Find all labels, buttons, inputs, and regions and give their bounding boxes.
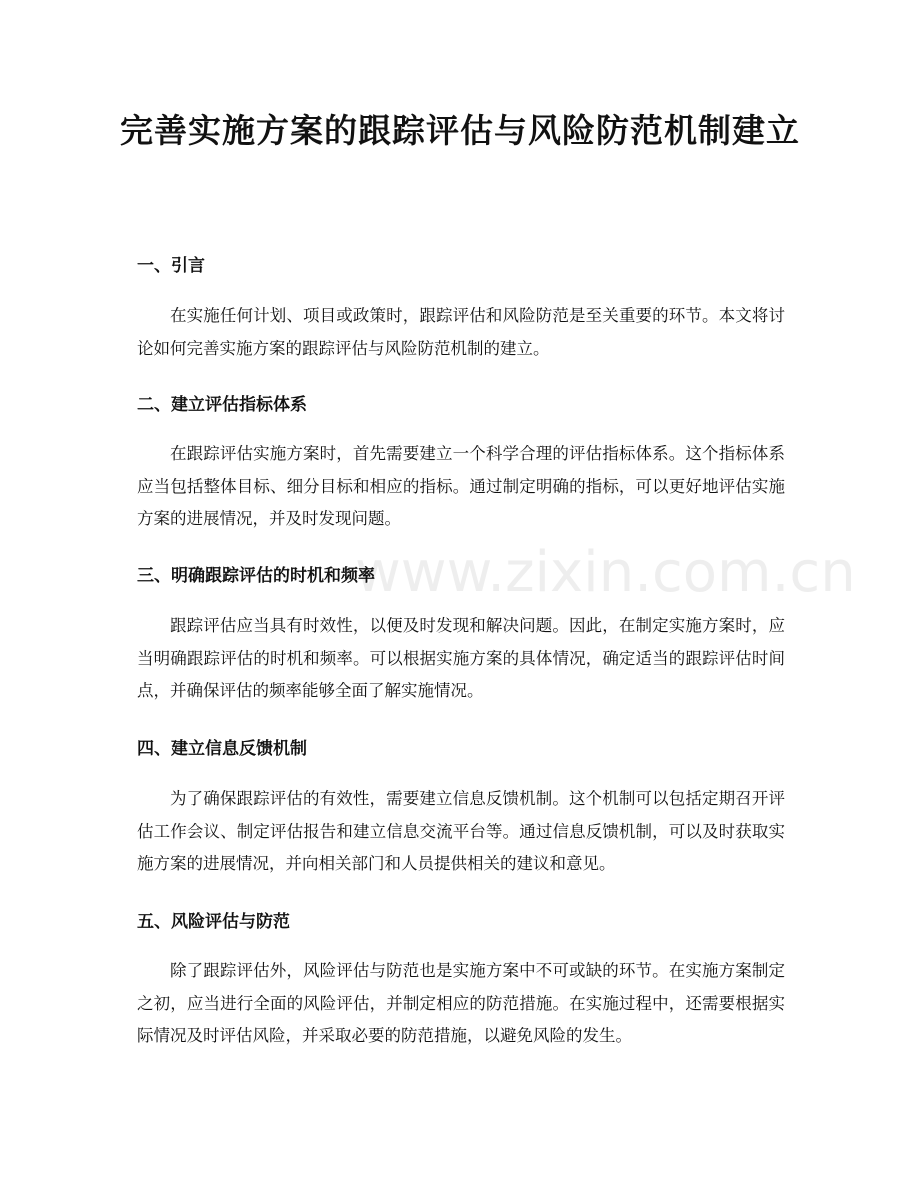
section-heading-feedback: 四、建立信息反馈机制 — [137, 739, 307, 759]
section-heading-intro: 一、引言 — [137, 256, 205, 276]
section-heading-indicator-system: 二、建立评估指标体系 — [137, 395, 307, 415]
section-paragraph-timing-frequency: 跟踪评估应当具有时效性，以便及时发现和解决问题。因此，在制定实施方案时，应当明确跟踪评估的时机和频率。可以根据实施方案的具体情况，确定适当的跟踪评估时间点，并确保评估的频率能够全面了解实施情况。 — [137, 616, 785, 700]
section-paragraph-feedback: 为了确保跟踪评估的有效性，需要建立信息反馈机制。这个机制可以包括定期召开评估工作会议、制定评估报告和建立信息交流平台等。通过信息反馈机制，可以及时获取实施方案的进展情况，并向相关部门和人员提供相关的建议和意见。 — [137, 789, 785, 873]
section-heading-timing-frequency: 三、明确跟踪评估的时机和频率 — [137, 566, 375, 586]
watermark: www.zixin.com.cn — [355, 540, 856, 605]
section-paragraph-indicator-system: 在跟踪评估实施方案时，首先需要建立一个科学合理的评估指标体系。这个指标体系应当包括整体目标、细分目标和相应的指标。通过制定明确的指标，可以更好地评估实施方案的进展情况，并及时发现问题。 — [137, 444, 785, 528]
section-paragraph-risk: 除了跟踪评估外，风险评估与防范也是实施方案中不可或缺的环节。在实施方案制定之初，应当进行全面的风险评估，并制定相应的防范措施。在实施过程中，还需要根据实际情况及时评估风险，并采取必要的防范措施，以避免风险的发生。 — [137, 961, 785, 1045]
section-paragraph-intro: 在实施任何计划、项目或政策时，跟踪评估和风险防范是至关重要的环节。本文将讨论如何完善实施方案的跟踪评估与风险防范机制的建立。 — [137, 306, 785, 358]
section-heading-risk: 五、风险评估与防范 — [137, 912, 290, 932]
document-title: 完善实施方案的跟踪评估与风险防范机制建立 — [120, 111, 800, 150]
